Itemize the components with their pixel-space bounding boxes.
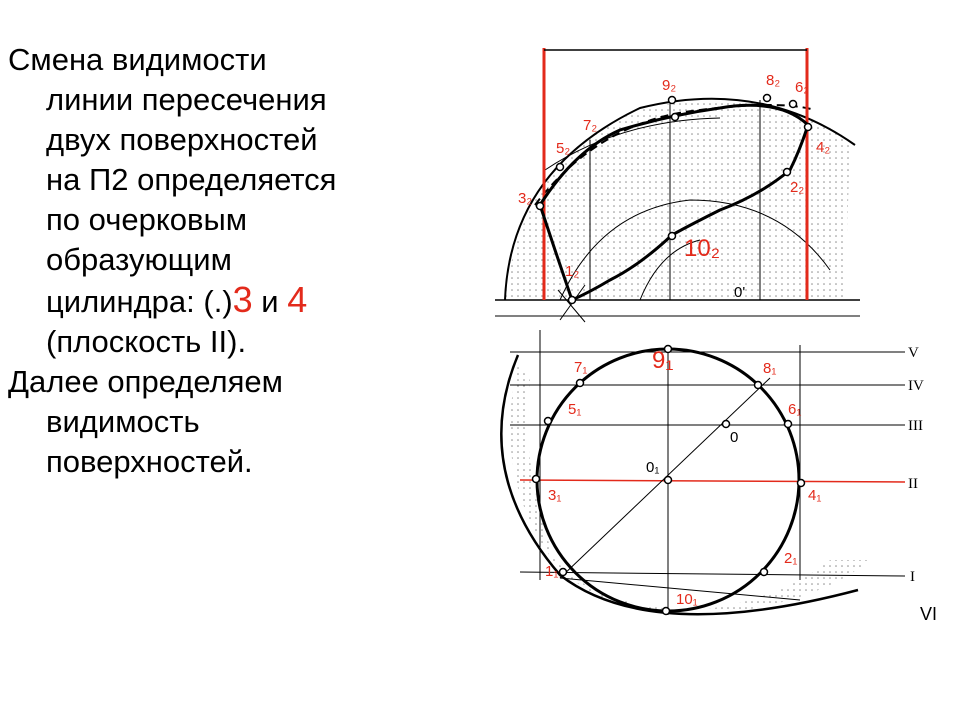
label-o-prime: 0' [734, 284, 746, 301]
label-9-2: 9₂ [662, 77, 677, 94]
text-fragment: цилиндра: (.) [46, 284, 233, 319]
front-view [495, 48, 860, 322]
label-1-2: 1₂ [565, 263, 580, 280]
label-4-1: 4₁ [808, 487, 822, 504]
label-6-2: 6₂ [795, 79, 810, 96]
point-10 [669, 233, 676, 240]
point-2 [761, 569, 768, 576]
label-o: 0 [730, 429, 739, 446]
explanation-text [8, 40, 428, 482]
text-fragment: и [252, 284, 288, 319]
geometry-drawing [470, 30, 960, 710]
text-line: образующим [46, 242, 232, 277]
point-6 [785, 421, 792, 428]
point-5 [545, 418, 552, 425]
text-line: Смена видимости [8, 42, 267, 77]
top-view [501, 330, 937, 624]
stipple-area [505, 100, 850, 300]
plane-label-ii: II [908, 476, 918, 492]
plane-label-iv: IV [908, 378, 924, 394]
label-7-1: 7₁ [574, 359, 588, 376]
label-7-2: 7₂ [583, 117, 598, 134]
point-8 [755, 382, 762, 389]
point-9 [669, 97, 676, 104]
point-1 [560, 569, 567, 576]
label-9-1: 9₁ [652, 347, 674, 374]
label-2-1: 2₁ [784, 550, 798, 567]
label-8-1: 8₁ [763, 360, 777, 377]
point-7 [577, 380, 584, 387]
point-2 [784, 169, 791, 176]
point-6 [790, 101, 797, 108]
text-line-with-highlights [8, 280, 428, 322]
point-4 [798, 480, 805, 487]
label-6-1: 6₁ [788, 401, 802, 418]
text-line: на П2 определяется [46, 162, 337, 197]
plane-label-i: I [910, 569, 915, 585]
point-3 [533, 476, 540, 483]
point-1 [569, 297, 576, 304]
plane-label-iii: III [908, 418, 923, 434]
text-line: двух поверхностей [46, 122, 318, 157]
text-line: линии пересечения [46, 82, 327, 117]
label-5-2: 5₂ [556, 140, 571, 157]
label-10-1: 10₁ [676, 591, 698, 608]
label-2-2: 2₂ [790, 179, 805, 196]
point-3 [537, 203, 544, 210]
label-3-1: 3₁ [548, 487, 562, 504]
label-1-1: 1₁ [545, 563, 559, 580]
label-o1: 0₁ [646, 459, 660, 476]
point-o [723, 421, 730, 428]
text-line: видимость [46, 404, 200, 439]
point-10 [663, 608, 670, 615]
paragraph-1 [8, 40, 428, 362]
text-line: (плоскость II). [46, 324, 247, 359]
highlight-number-3: 3 [232, 279, 253, 320]
text-line: Далее определяем [8, 364, 283, 399]
label-8-2: 8₂ [766, 72, 781, 89]
text-line: по очерковым [46, 202, 248, 237]
label-4-2: 4₂ [816, 139, 831, 156]
point-8 [764, 95, 771, 102]
point-5 [557, 164, 564, 171]
highlight-number-4: 4 [287, 279, 308, 320]
point-o1 [665, 477, 672, 484]
label-3-2: 3₂ [518, 190, 533, 207]
plane-label-vi: VI [920, 604, 938, 624]
label-10-2: 10₂ [684, 235, 721, 262]
label-5-1: 5₁ [568, 401, 582, 418]
paragraph-2 [8, 362, 428, 482]
plane-label-v: V [908, 345, 919, 361]
plane-line-ii [520, 480, 905, 482]
text-line: поверхностей. [46, 444, 253, 479]
point-7 [672, 114, 679, 121]
point-4 [805, 124, 812, 131]
